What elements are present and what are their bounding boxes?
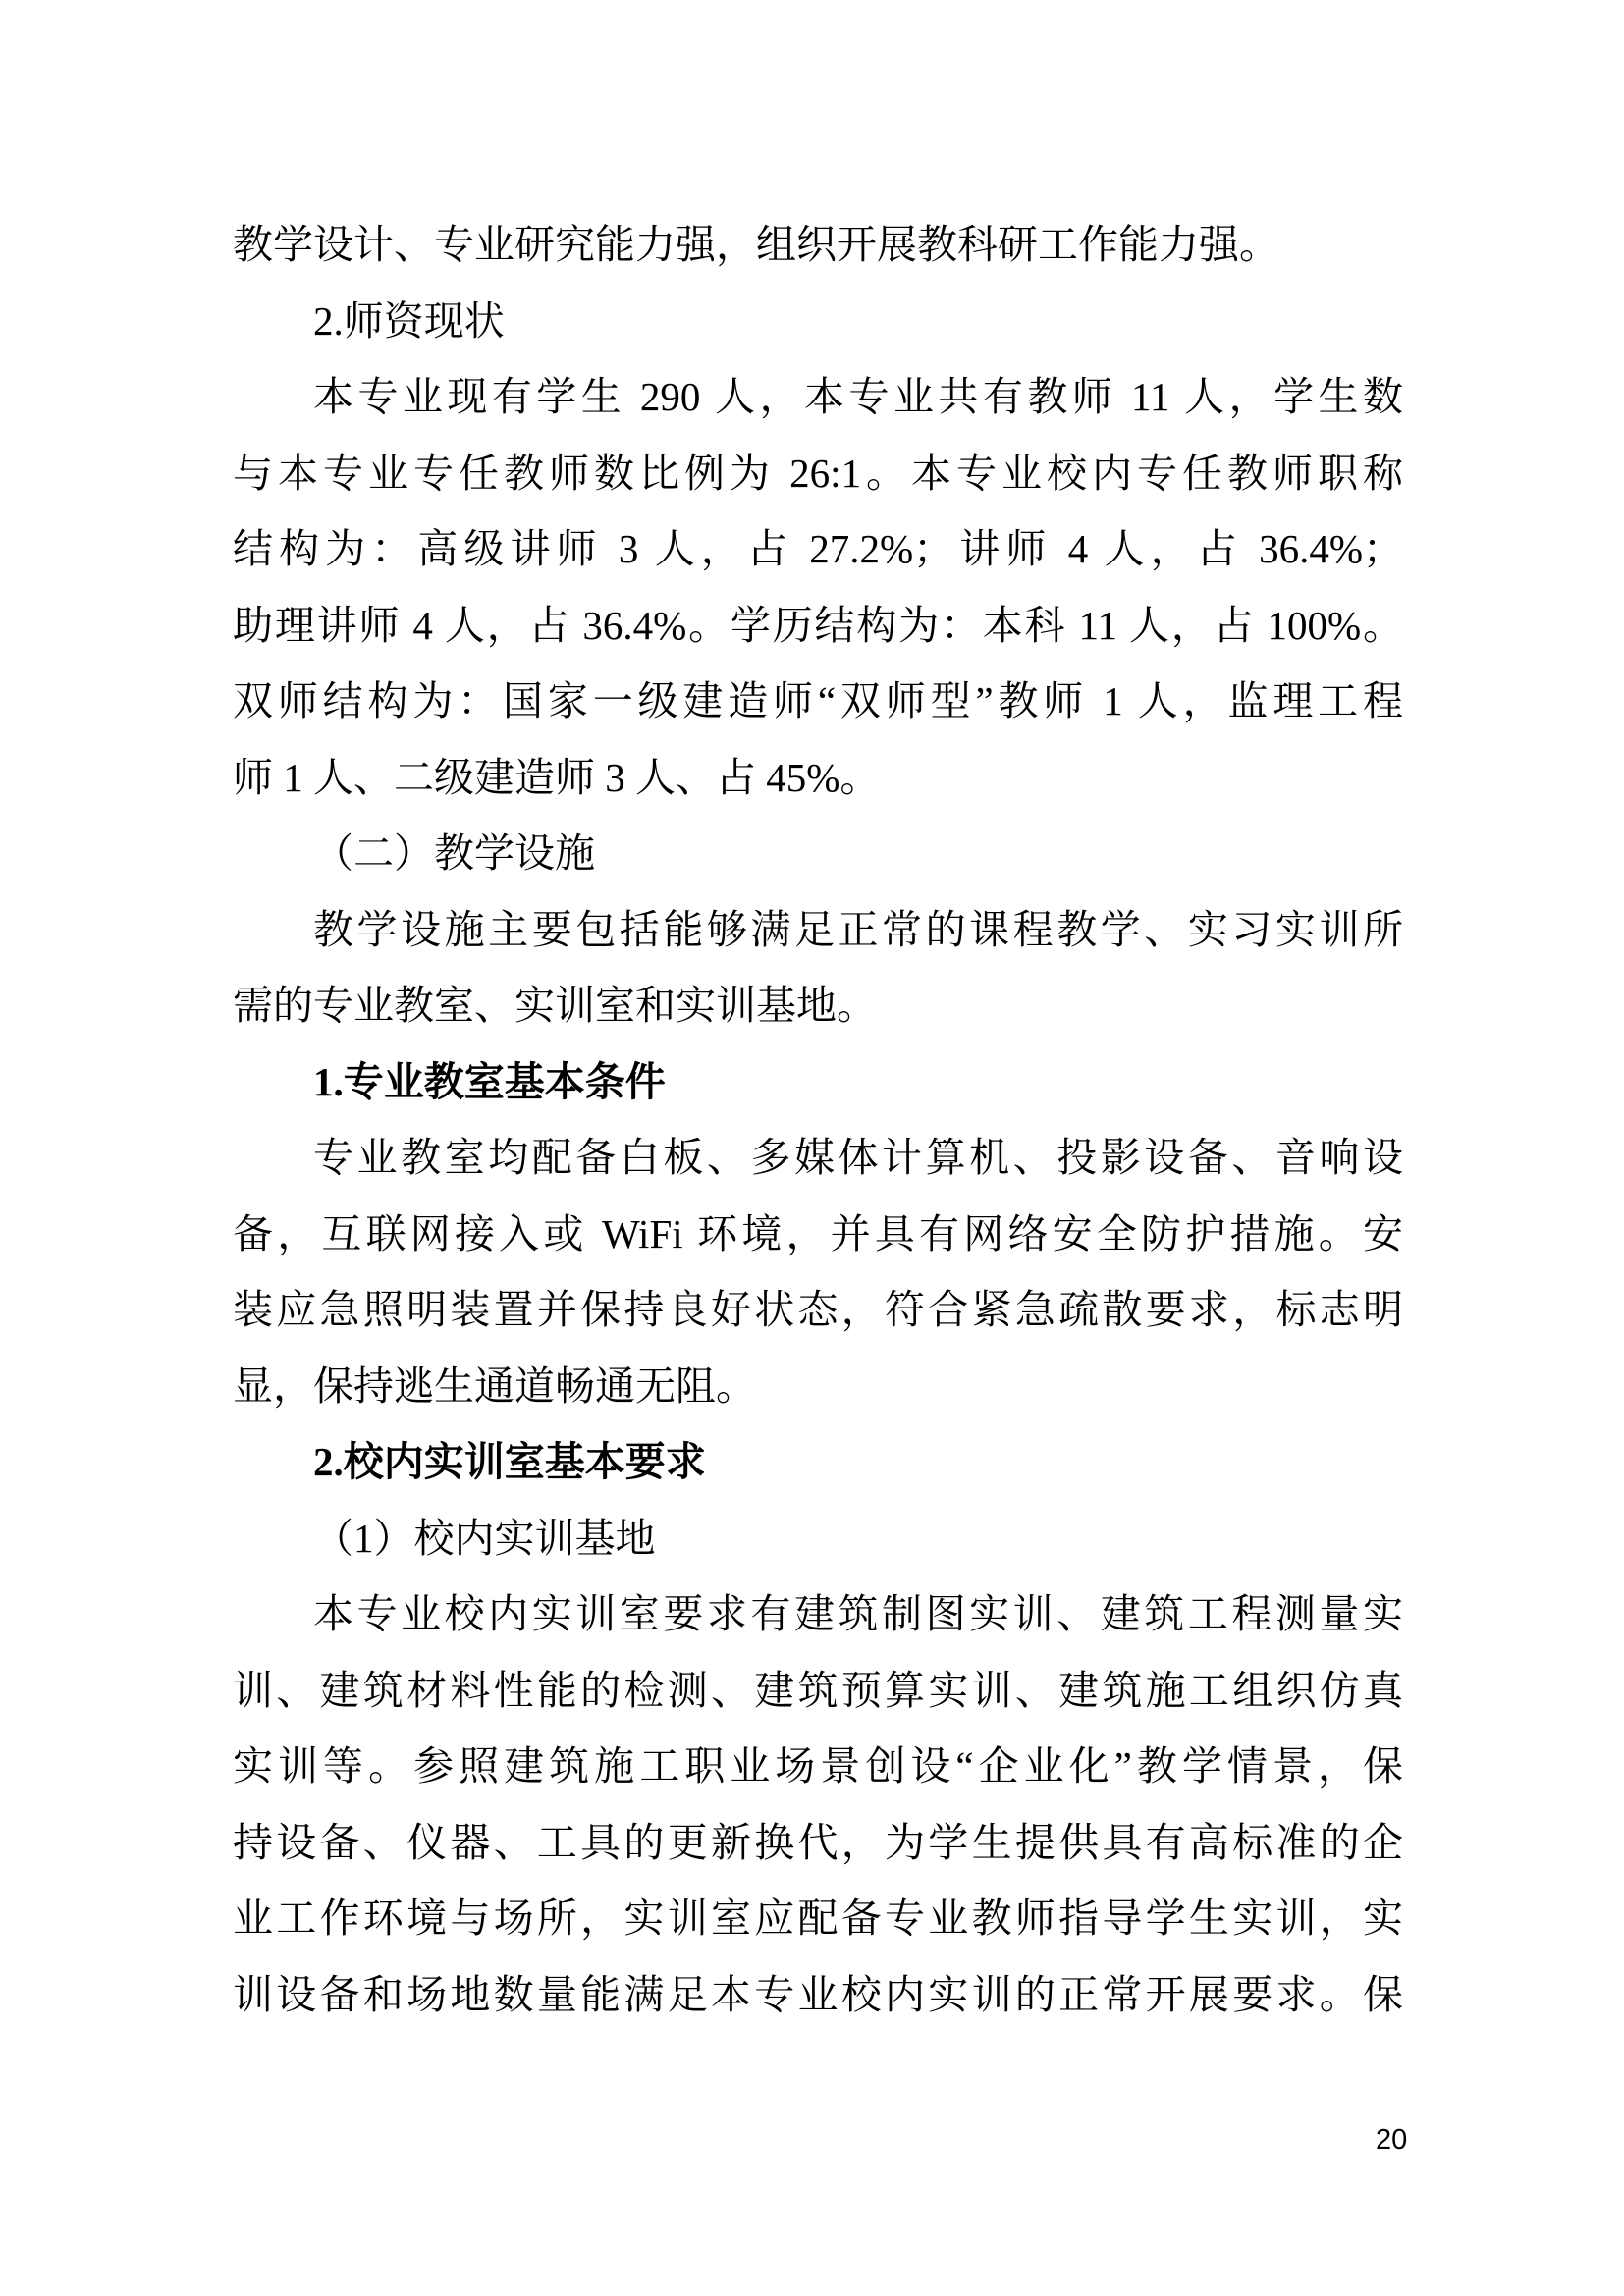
heading-classroom-conditions: 1.专业教室基本条件 [313,1058,666,1104]
text-line: 教学设施主要包括能够满足正常的课程教学、实习实训所 [313,906,1403,952]
text-line: 需的专业教室、实训室和实训基地。 [233,983,877,1028]
text-line: 持设备、仪器、工具的更新换代，为学生提供具有高标准的企 [233,1819,1403,1865]
text-line: 结构为：高级讲师 3 人，占 27.2%；讲师 4 人，占 36.4%； [233,526,1403,571]
text-line: 师 1 人、二级建造师 3 人、占 45%。 [233,754,881,800]
heading-training-room-requirements: 2.校内实训室基本要求 [313,1439,706,1484]
text-line: 业工作环境与场所，实训室应配备专业教师指导学生实训，实 [233,1896,1403,1941]
document-body [233,207,1403,2033]
subheading-campus-training-base: （1）校内实训基地 [313,1515,656,1561]
text-line: 实训等。参照建筑施工职业场景创设“企业化”教学情景，保 [233,1743,1403,1789]
heading-teaching-facilities: （二）教学设施 [313,830,595,876]
text-line: 助理讲师 4 人，占 36.4%。学历结构为：本科 11 人，占 100%。 [233,602,1403,648]
text-line: 与本专业专任教师数比例为 26:1。本专业校内专任教师职称 [233,450,1403,496]
heading-teacher-status: 2.师资现状 [313,297,505,344]
text-line: 专业教室均配备白板、多媒体计算机、投影设备、音响设 [313,1135,1403,1180]
page-number: 20 [1376,2124,1408,2156]
text-line: 装应急照明装置并保持良好状态，符合紧急疏散要求，标志明 [233,1287,1403,1332]
text-line: 双师结构为：国家一级建造师“双师型”教师 1 人，监理工程 [233,678,1403,723]
text-line: 本专业校内实训室要求有建筑制图实训、建筑工程测量实 [313,1591,1403,1636]
text-line: 训设备和场地数量能满足本专业校内实训的正常开展要求。保 [233,1971,1403,2017]
text-line: 训、建筑材料性能的检测、建筑预算实训、建筑施工组织仿真 [233,1667,1403,1713]
text-line: 备，互联网接入或 WiFi 环境，并具有网络安全防护措施。安 [233,1210,1403,1256]
text-line: 教学设计、专业研究能力强，组织开展教科研工作能力强。 [233,222,1279,267]
text-line: 显，保持逃生通道畅通无阻。 [233,1362,756,1409]
text-line: 本专业现有学生 290 人，本专业共有教师 11 人，学生数 [313,374,1403,419]
